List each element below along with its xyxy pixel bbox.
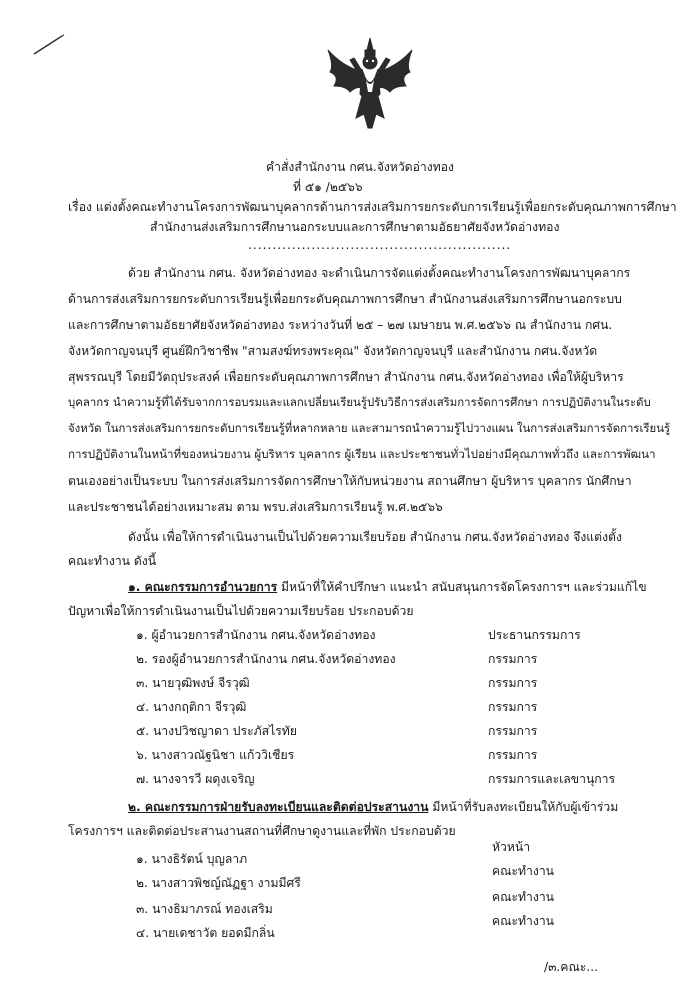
garuda-emblem-icon <box>320 36 420 136</box>
member-role: หัวหน้า <box>492 840 531 854</box>
page-continuation: /๓.คณะ... <box>544 960 598 974</box>
committee-1-desc: มีหน้าที่ให้คำปรึกษา แนะนำ สนับสนุนการจัดโครงการฯ และร่วมแก้ไข <box>281 580 647 594</box>
member-name: ๔. นายเดชาวัต ยอดมีกลิ่น <box>136 926 275 940</box>
member-name: ๔. นางกฤติกา จีรวุฒิ <box>136 700 247 714</box>
paragraph-1-line: จังหวัด ในการส่งเสริมการยกระดับการเรียนรู้ที่หลากหลาย และสามารถนำความรู้ไปวางแผน ในการส่งเสริมการจัดการเรียนรู้ <box>68 421 671 435</box>
member-role: กรรมการ <box>488 676 538 690</box>
paragraph-1-line: และประชาชนได้อย่างเหมาะสม ตาม พรบ.ส่งเสริมการเรียนรู้ พ.ศ.๒๕๖๖ <box>68 500 443 514</box>
member-name: ๒. นางสาวพิชญ์ณัฏฐา งามมีศรี <box>136 876 301 890</box>
order-number: ที่ ๕๑ /๒๕๖๖ <box>293 180 363 194</box>
member-role: กรรมการและเลขานุการ <box>488 772 616 786</box>
paragraph-1-line: สุพรรณบุรี โดยมีวัตถุประสงค์ เพื่อยกระดับคุณภาพการศึกษา สำนักงาน กศน.จังหวัดอ่างทอง เพื่อให้ผู้บริหาร <box>68 370 624 384</box>
order-title: คำสั่งสำนักงาน กศน.จังหวัดอ่างทอง <box>266 160 455 174</box>
paragraph-1-line: บุคลากร นำความรู้ที่ได้รับจากการอบรมและแลกเปลี่ยนเรียนรู้ปรับวิธีการส่งเสริมการจัดการศึกษา การปฏิบัติงานในระดับ <box>68 395 651 409</box>
member-name: ๕. นางปวิชญาดา ประภัสไรทัย <box>136 724 297 738</box>
committee-1-desc-2: ปัญหาเพื่อให้การดำเนินงานเป็นไปด้วยความเรียบร้อย ประกอบด้วย <box>68 604 414 618</box>
member-name: ๖. นางสาวณัฐนิชา แก้ววิเชียร <box>136 748 295 762</box>
paragraph-2-line: คณะทำงาน ดังนี้ <box>68 554 157 568</box>
committee-2-heading: ๒. คณะกรรมการฝ่ายรับลงทะเบียนและติดต่อประสานงาน <box>128 800 429 814</box>
paragraph-1-line: การปฏิบัติงานในหน้าที่ของหน่วยงาน ผู้บริหาร บุคลากร ผู้เรียน และประชาชนทั่วไปอย่างมีคุณภาพทั่วถึง และการพัฒนา <box>68 447 656 461</box>
committee-2-desc-2: โครงการฯ และติดต่อประสานงานสถานที่ศึกษาดูงานและที่พัก ประกอบด้วย <box>68 824 456 838</box>
member-name: ๒. รองผู้อำนวยการสำนักงาน กศน.จังหวัดอ่างทอง <box>136 652 396 666</box>
paragraph-1-line: ด้านการส่งเสริมการยกระดับการเรียนรู้เพื่อยกระดับคุณภาพการศึกษา สำนักงานส่งเสริมการศึกษานอกระบบ <box>68 292 622 306</box>
member-role: กรรมการ <box>488 724 538 738</box>
paragraph-1-line: ด้วย สำนักงาน กศน. จังหวัดอ่างทอง จะดำเนินการจัดแต่งตั้งคณะทำงานโครงการพัฒนาบุคลากร <box>128 266 631 280</box>
paragraph-2-line: ดังนั้น เพื่อให้การดำเนินงานเป็นไปด้วยความเรียบร้อย สำนักงาน กศน.จังหวัดอ่างทอง จึงแต่งตั้ง <box>128 530 622 544</box>
paragraph-1-line: และการศึกษาตามอัธยาศัยจังหวัดอ่างทอง ระหว่างวันที่ ๒๕ – ๒๗ เมษายน พ.ศ.๒๕๖๖ ณ สำนักงาน กศน. <box>68 318 613 332</box>
paragraph-1-line: ตนเองอย่างเป็นระบบ ในการส่งเสริมการจัดการศึกษาให้กับหน่วยงาน สถานศึกษา ผู้บริหาร บุคลากร นักศึกษา <box>68 474 632 488</box>
member-role: ประธานกรรมการ <box>488 628 581 642</box>
divider: ...................................................... <box>248 238 512 252</box>
committee-1-heading-row <box>128 578 647 597</box>
pen-mark-icon <box>28 30 68 70</box>
subject-line-1: เรื่อง แต่งตั้งคณะทำงานโครงการพัฒนาบุคลากรด้านการส่งเสริมการยกระดับการเรียนรู้เพื่อยกระดับคุณภาพการศึกษา <box>68 200 677 214</box>
committee-2-desc: มีหน้าที่รับลงทะเบียนให้กับผู้เข้าร่วม <box>432 800 619 814</box>
member-role: กรรมการ <box>488 700 538 714</box>
member-name: ๓. นายวุฒิพงษ์ จีรวุฒิ <box>136 676 250 690</box>
member-name: ๑. ผู้อำนวยการสำนักงาน กศน.จังหวัดอ่างทอง <box>136 628 376 642</box>
member-role: กรรมการ <box>488 748 538 762</box>
member-name: ๑. นางธิรัตน์ บุญลาภ <box>136 852 248 866</box>
member-role: กรรมการ <box>488 652 538 666</box>
member-role: คณะทำงาน <box>492 890 555 904</box>
paragraph-1-line: จังหวัดกาญจนบุรี ศูนย์ฝึกวิชาชีพ "สามสงฆ์ทรงพระคุณ" จังหวัดกาญจนบุรี และสำนักงาน กศน.จังหวัด <box>68 344 598 358</box>
subject-line-2: สำนักงานส่งเสริมการศึกษานอกระบบและการศึกษาตามอัธยาศัยจังหวัดอ่างทอง <box>150 220 560 234</box>
committee-2-heading-row <box>128 798 618 817</box>
member-name: ๗. นางจารวี ผดุงเจริญ <box>136 772 255 786</box>
member-role: คณะทำงาน <box>492 914 555 928</box>
committee-1-heading: ๑. คณะกรรมการอำนวยการ <box>128 580 278 594</box>
member-role: คณะทำงาน <box>492 864 555 878</box>
member-name: ๓. นางธิมาภรณ์ ทองเสริม <box>136 902 273 916</box>
